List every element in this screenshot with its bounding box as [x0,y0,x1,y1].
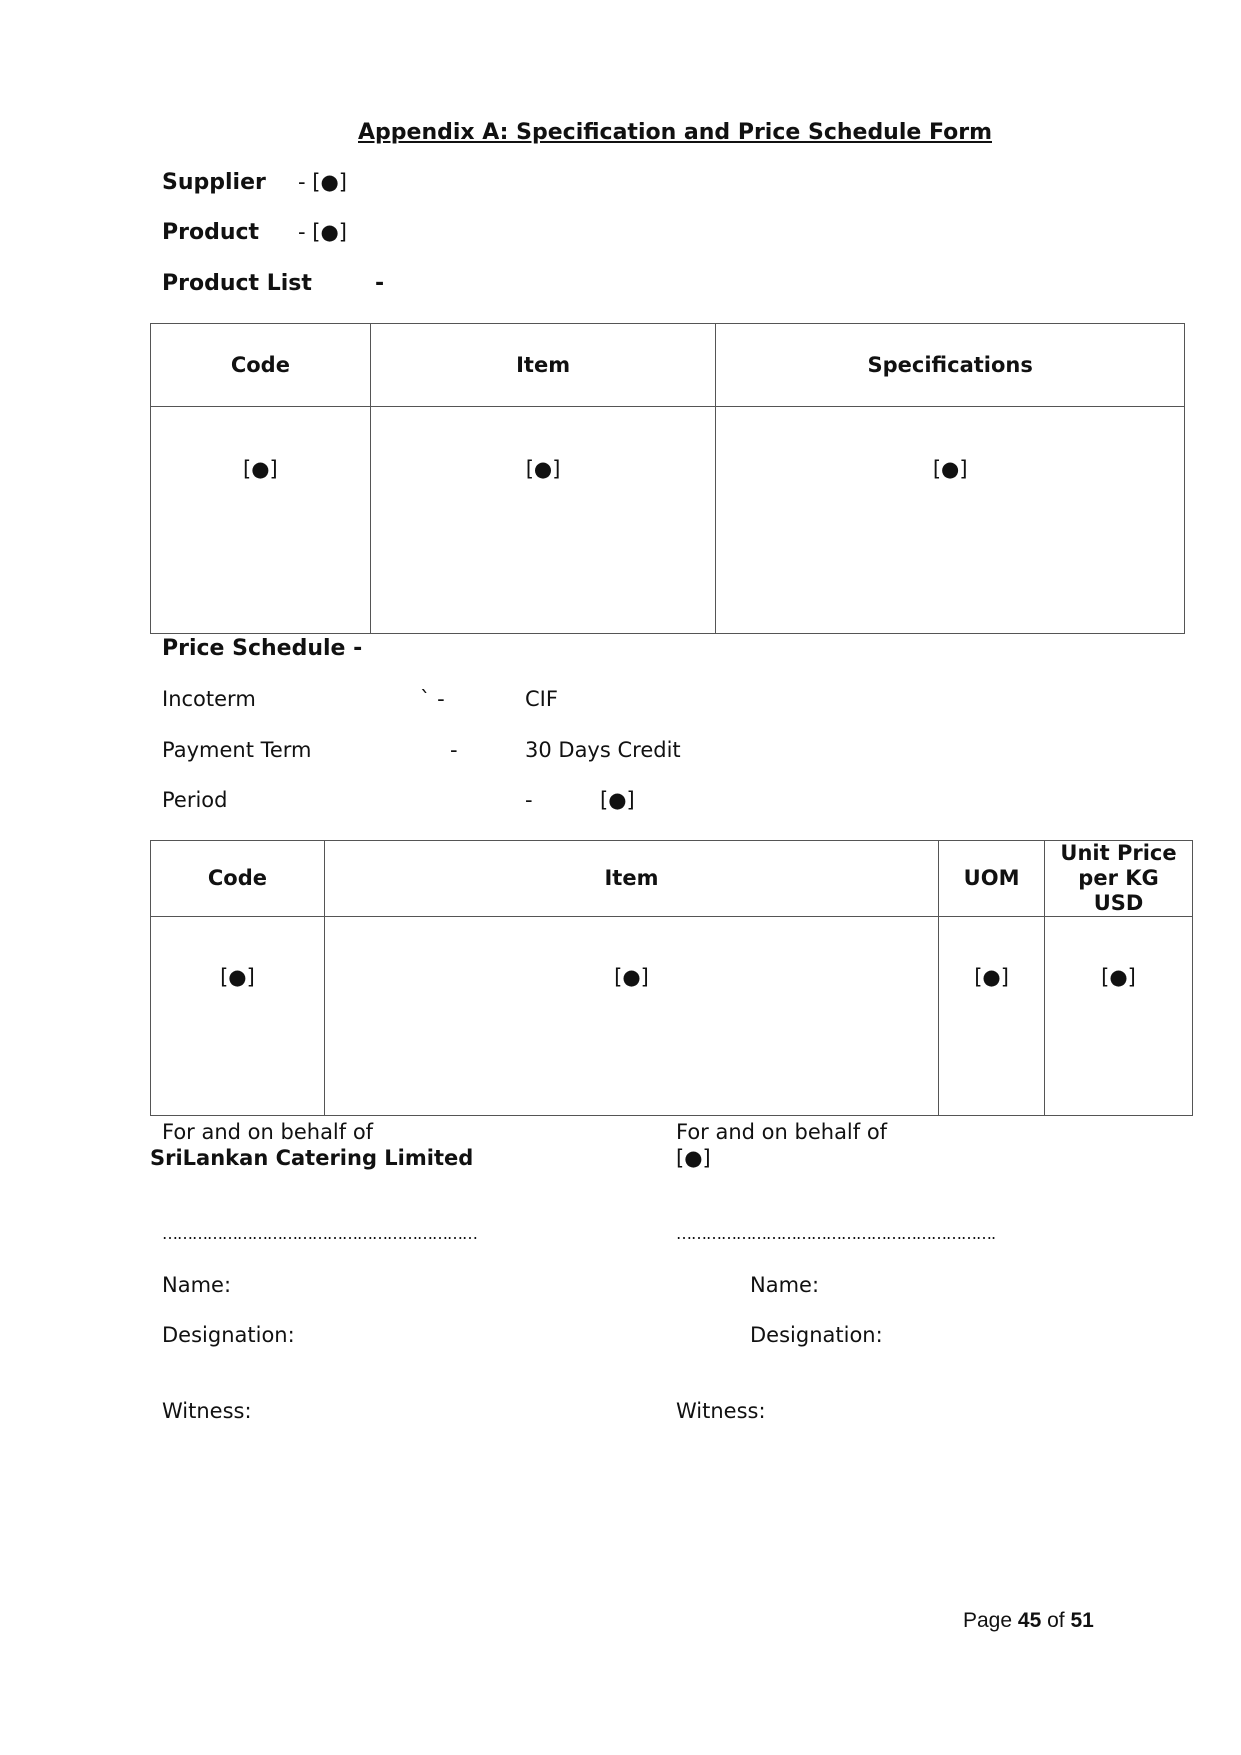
cell-code: [●] [151,407,371,634]
payment-term-value: 30 Days Credit [525,738,681,762]
product-table [150,323,1185,634]
table-header-row [151,841,1193,917]
incoterm-label: Incoterm [162,687,256,711]
supplier-value: - [●] [298,170,347,194]
col-header-item: Item [324,841,938,917]
left-company-name: SriLankan Catering Limited [150,1146,474,1170]
page-number [963,1609,1094,1633]
supplier-label: Supplier [162,170,266,195]
cell-item: [●] [324,917,938,1116]
cell-specifications: [●] [716,407,1185,634]
period-separator: - [525,788,533,812]
left-witness-label: Witness: [162,1399,252,1423]
page-total: 51 [1070,1609,1094,1632]
cell-item: [●] [370,407,716,634]
page-title: Appendix A: Specification and Price Schedule Form [358,120,992,145]
left-behalf-text: For and on behalf of [162,1120,374,1144]
product-list-dash: - [375,271,385,296]
right-witness-label: Witness: [676,1399,766,1423]
period-value: [●] [600,788,635,812]
right-name-label: Name: [750,1273,820,1297]
right-behalf-text: For and on behalf of [676,1120,888,1144]
payment-term-label: Payment Term [162,738,312,762]
col-header-code: Code [151,324,371,407]
page-prefix: Page [963,1609,1018,1632]
product-label: Product [162,220,260,245]
col-header-specifications: Specifications [716,324,1185,407]
col-header-unit-price: Unit Price per KG USD [1045,841,1193,917]
cell-code: [●] [151,917,325,1116]
product-value: - [●] [298,220,347,244]
cell-uom: [●] [939,917,1045,1116]
left-signature-line: ……………………………………………………… [162,1224,477,1243]
incoterm-separator: ` - [420,687,445,711]
left-designation-label: Designation: [162,1323,295,1347]
product-list-label: Product List [162,271,312,296]
col-header-uom: UOM [939,841,1045,917]
col-header-item: Item [370,324,716,407]
cell-unit-price: [●] [1045,917,1193,1116]
left-name-label: Name: [162,1273,232,1297]
table-row [151,917,1193,1116]
right-company-name: [●] [676,1146,711,1170]
right-designation-label: Designation: [750,1323,883,1347]
table-header-row [151,324,1185,407]
payment-term-separator: - [450,738,458,762]
page-current: 45 [1017,1609,1042,1632]
incoterm-value: CIF [525,687,558,711]
right-signature-line: ………………………………………………………. [676,1224,996,1243]
price-schedule-label: Price Schedule - [162,636,363,661]
price-table [150,840,1193,1116]
period-label: Period [162,788,228,812]
page-of: of [1041,1609,1071,1632]
table-row [151,407,1185,634]
col-header-code: Code [151,841,325,917]
